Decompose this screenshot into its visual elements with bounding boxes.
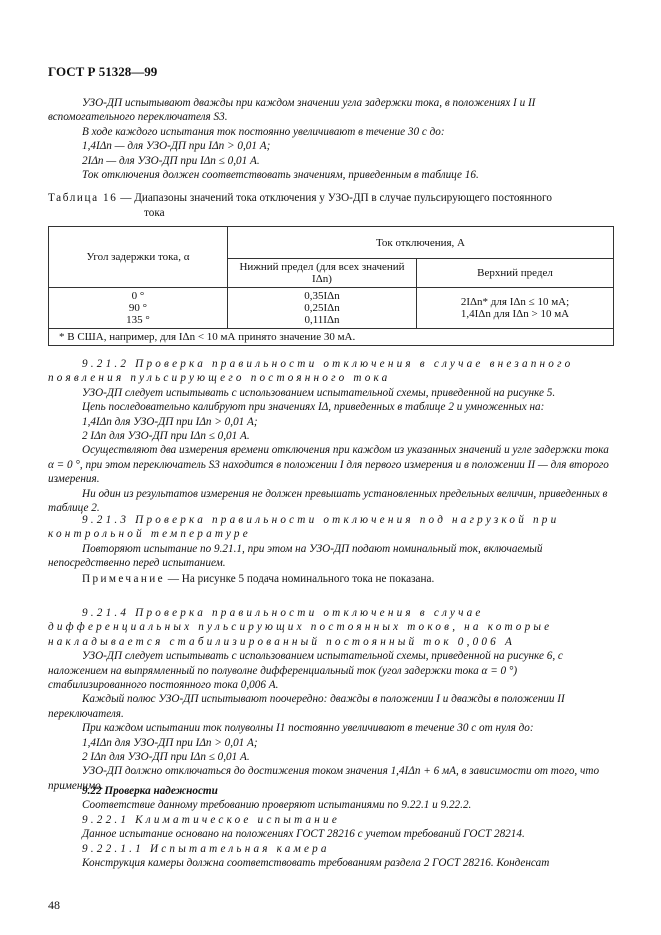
header-angle: Угол задержки тока, α: [49, 227, 228, 288]
header-lower-limit: Нижний предел (для всех значений IΔn): [228, 259, 417, 288]
note-line: [48, 572, 616, 586]
intro-paragraph: Ток отключения должен соответствовать значениям, приведенным в таблице 16.: [82, 169, 479, 182]
intro-paragraph: УЗО-ДП испытывают дважды при каждом значении угла задержки тока, в положениях I и II вспомогательного переключателя S3.: [48, 97, 536, 124]
section-paragraph: Осуществляют два измерения времени отключения при каждом из указанных значений и угле задержки тока α = 0 °, при этом переключатель S3 находится в положении I для первого измерения и в положении II — для второго измерения.: [48, 444, 609, 486]
table-footnote: * В США, например, для IΔn < 10 мА принято значение 30 мА.: [49, 329, 614, 346]
section-paragraph: Конструкция камеры должна соответствовать требованиям раздела 2 ГОСТ 28216. Конденсат: [82, 857, 550, 870]
lower-limit-value: 0,35IΔn: [304, 290, 340, 302]
angle-value: 135 °: [126, 314, 150, 326]
section-paragraph: Данное испытание основано на положениях ГОСТ 28216 с учетом требований ГОСТ 28214.: [82, 828, 525, 841]
angle-value: 0 °: [131, 290, 145, 302]
section-heading: 9.21.4 Проверка правильности отключения в случае дифференциальных пульсирующих постоянных токов, на которые накладывается стабилизированный постоянный ток 0,006 А: [48, 607, 553, 648]
table-caption: [48, 191, 616, 220]
header-upper-limit: Верхний предел: [417, 259, 614, 288]
upper-limit-value: 2IΔn* для IΔn ≤ 10 мА;: [460, 296, 570, 308]
section-heading: 9.22.1 Климатическое испытание: [82, 813, 341, 826]
note-text: — На рисунке 5 подача номинального тока не показана.: [164, 573, 435, 585]
section-heading: 9.21.2 Проверка правильности отключения в случае внезапного появления пульсирующего постоянного тока: [48, 358, 574, 385]
section-heading: 9.21.3 Проверка правильности отключения под нагрузкой при контрольной температуре: [48, 514, 560, 541]
intro-block: [48, 96, 616, 182]
upper-limit-value: 1,4IΔn для IΔn > 10 мА: [460, 308, 570, 320]
section-9-21-4: [48, 606, 616, 793]
section-formula: 2 IΔn для УЗО-ДП при IΔn ≤ 0,01 А.: [82, 751, 250, 764]
note: [48, 572, 616, 586]
table-caption-text: — Диапазоны значений тока отключения у УЗО-ДП в случае пульсирующего постоянного: [117, 192, 552, 204]
section-paragraph: Каждый полюс УЗО-ДП испытывают поочередно: дважды в положении I и дважды в положении II переключателя.: [48, 693, 565, 720]
section-paragraph: Цепь последовательно калибруют при значениях IΔ, приведенных в таблице 2 и умноженных на:: [82, 401, 545, 414]
angle-value: 90 °: [128, 302, 148, 314]
lower-limit-value: 0,25IΔn: [304, 302, 340, 314]
section-9-21-2: [48, 357, 616, 515]
cell-angles: [49, 288, 228, 329]
section-paragraph: Повторяют испытание по 9.21.1, при этом на УЗО-ДП подают номинальный ток, включаемый непосредственно перед испытанием.: [48, 542, 543, 570]
section-9-21-3: [48, 513, 616, 571]
section-formula: 1,4IΔn для УЗО-ДП при IΔn > 0,01 А;: [82, 415, 258, 428]
section-paragraph: УЗО-ДП следует испытывать с использованием испытательной схемы, приведенной на рисунке 5.: [82, 386, 556, 399]
cell-upper-limit: [417, 288, 614, 329]
intro-paragraph: В ходе каждого испытания ток постоянно увеличивают в течение 30 с до:: [82, 125, 445, 138]
cell-lower-limits: [228, 288, 417, 329]
section-heading: 9.22.1.1 Испытательная камера: [82, 842, 330, 855]
standard-header: ГОСТ Р 51328—99: [48, 64, 158, 79]
section-paragraph: УЗО-ДП должно отключаться до достижения током значения 1,4IΔn + 6 мА, в зависимости от того, что применимо.: [48, 765, 600, 792]
header-trip-current: Ток отключения, А: [228, 227, 614, 259]
page-number: 48: [48, 898, 60, 912]
note-label: Примечание: [82, 573, 165, 585]
section-paragraph: Ни один из результатов измерения не должен превышать установленных предельных величин, приведенных в таблице 2.: [48, 487, 608, 515]
intro-formula: 1,4IΔn — для УЗО-ДП при IΔn > 0,01 А;: [82, 140, 271, 153]
lower-limit-value: 0,11IΔn: [304, 314, 340, 326]
table-16: [48, 226, 614, 346]
section-heading: 9.22 Проверка надежности: [82, 785, 218, 797]
section-formula: 1,4IΔn для УЗО-ДП при IΔn > 0,01 А;: [82, 736, 258, 749]
intro-formula: 2IΔn — для УЗО-ДП при IΔn ≤ 0,01 А.: [82, 154, 260, 167]
table-label: Таблица 16: [48, 192, 118, 204]
section-paragraph: УЗО-ДП следует испытывать с использованием испытательной схемы, приведенной на рисунке 6, с наложением на выпрямленный по полуволне дифференциальный ток (угол задержки тока α = 0 °) стабилизированного постоянного тока 0,006 А.: [48, 650, 563, 692]
section-paragraph: Соответствие данному требованию проверяют испытаниями по 9.22.1 и 9.22.2.: [82, 799, 472, 812]
table-caption-continuation: тока: [144, 206, 165, 219]
section-formula: 2 IΔn для УЗО-ДП при IΔn ≤ 0,01 А.: [82, 430, 250, 443]
section-9-22: [48, 784, 616, 870]
section-paragraph: При каждом испытании ток полуволны I1 постоянно увеличивают в течение 30 с от нуля до:: [82, 722, 534, 735]
